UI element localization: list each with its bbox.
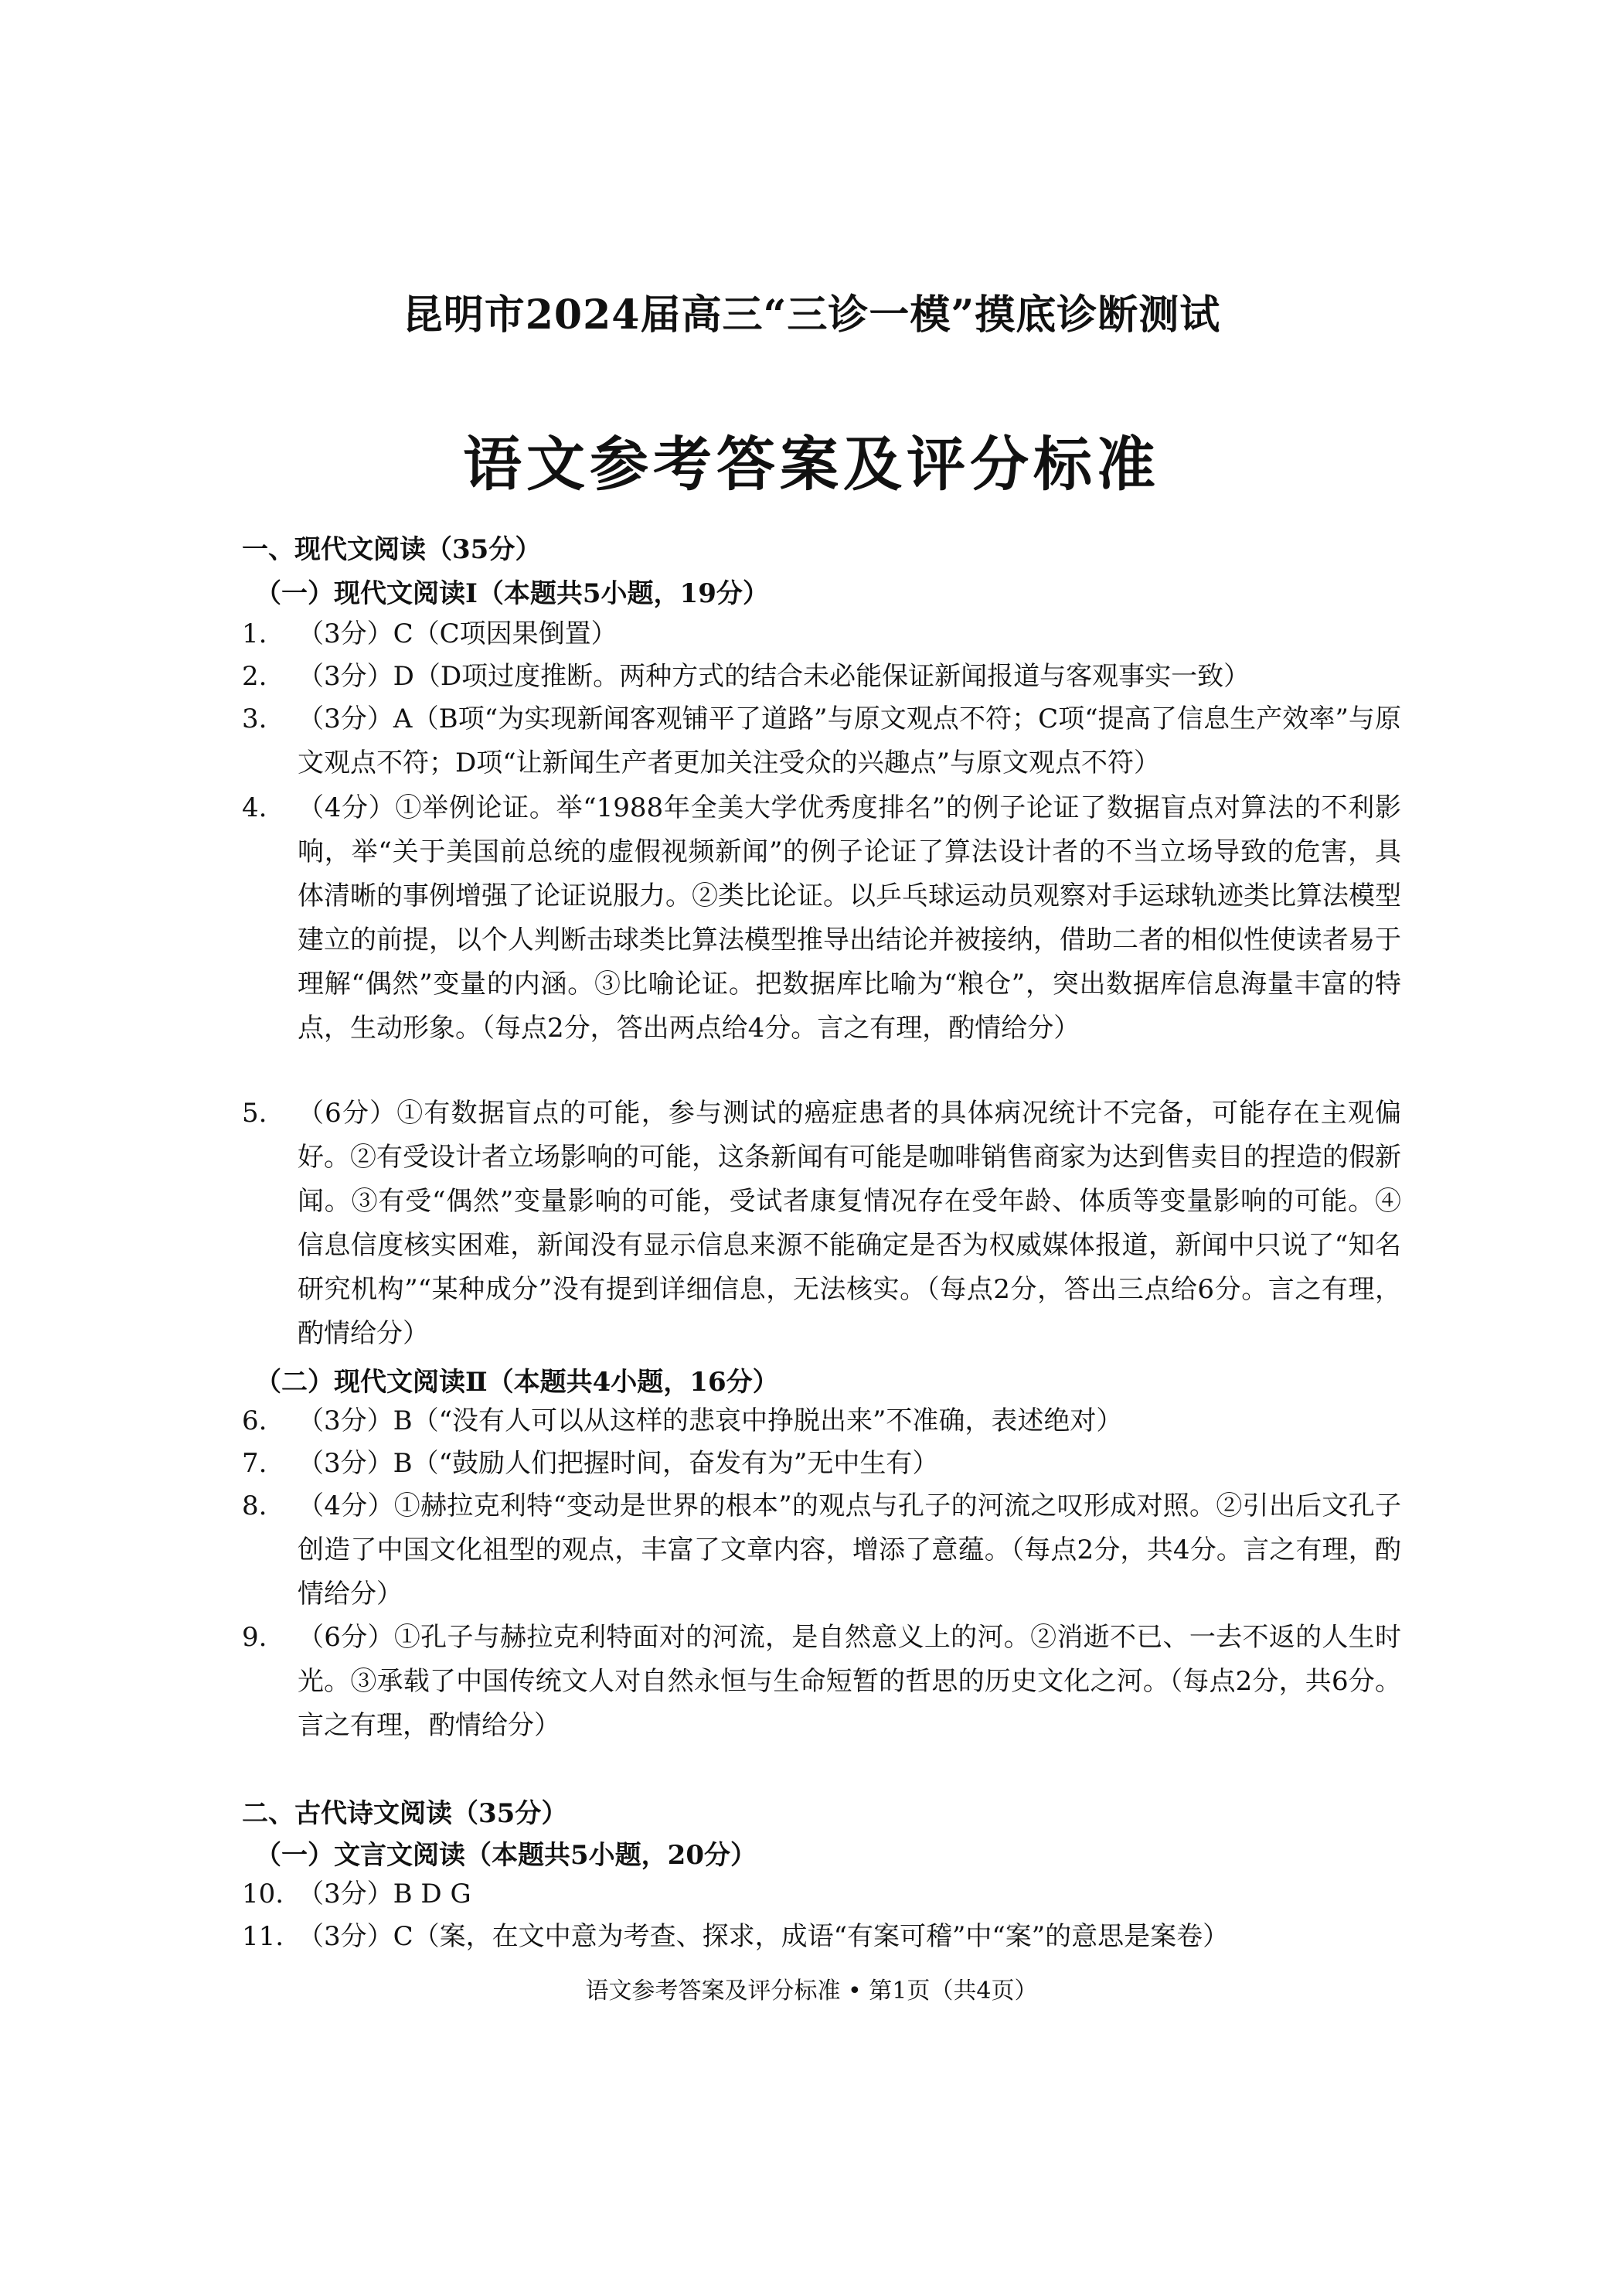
answer-item — [242, 1872, 1401, 1916]
subsection-heading: （一）现代文阅读Ⅰ（本题共5小题，19分） — [255, 578, 769, 609]
question-number: 9. — [242, 1622, 267, 1653]
question-number: 2. — [242, 661, 267, 692]
document-title: 语文参考答案及评分标准 — [463, 430, 1160, 499]
page-footer: 语文参考答案及评分标准 • 第1页（共4页） — [585, 1977, 1038, 2005]
answer-item — [242, 612, 1401, 656]
answer-item — [242, 1442, 1401, 1486]
section-heading: 一、现代文阅读（35分） — [242, 534, 542, 565]
answer-text: （3分）B（“鼓励人们把握时间，奋发有为”无中生有） — [298, 1448, 939, 1479]
answer-text: （3分）B（“没有人可以从这样的悲哀中挣脱出来”不准确，表述绝对） — [298, 1405, 1123, 1436]
answer-text: （6分）①有数据盲点的可能，参与测试的癌症患者的具体病况统计不完备，可能存在主观偏好。②有受设计者立场影响的可能，这条新闻有可能是咖啡销售商家为达到售卖目的捏造的假新闻。③有受“偶然”变量影响的可能，受试者康复情况存在受年龄、体质等变量影响的可能。④信息信度核实困难，新闻没有显示信息来源不能确定是否为权威媒体报道，新闻中只说了“知名研究机构”“某种成分”没有提到详细信息，无法核实。（每点2分，答出三点给6分。言之有理，酌情给分） — [298, 1098, 1401, 1349]
subsection-heading: （二）现代文阅读Ⅱ（本题共4小题，16分） — [255, 1367, 779, 1398]
question-number: 5. — [242, 1098, 267, 1129]
answer-text: （3分）C（案，在文中意为考查、探求，成语“有案可稽”中“案”的意思是案卷） — [298, 1921, 1230, 1952]
answer-item — [242, 786, 1401, 1051]
question-number: 11. — [242, 1921, 284, 1952]
answer-item — [242, 697, 1401, 785]
exam-title: 昆明市2024届高三“三诊一模”摸底诊断测试 — [402, 291, 1221, 339]
question-number: 10. — [242, 1879, 284, 1909]
question-number: 3. — [242, 703, 267, 734]
subsection-heading: （一）文言文阅读（本题共5小题，20分） — [255, 1840, 757, 1871]
answer-item — [242, 1616, 1401, 1748]
question-number: 1. — [242, 618, 267, 649]
answer-text: （3分）A（B项“为实现新闻客观铺平了道路”与原文观点不符；C项“提高了信息生产效率”与原文观点不符；D项“让新闻生产者更加关注受众的兴趣点”与原文观点不符） — [298, 703, 1401, 778]
answer-text: （6分）①孔子与赫拉克利特面对的河流，是自然意义上的河。②消逝不已、一去不返的人生时光。③承载了中国传统文人对自然永恒与生命短暂的哲思的历史文化之河。（每点2分，共6分。言之有理，酌情给分） — [298, 1622, 1401, 1741]
answer-text: （4分）①举例论证。举“1988年全美大学优秀度排名”的例子论证了数据盲点对算法的不利影响，举“关于美国前总统的虚假视频新闻”的例子论证了算法设计者的不当立场导致的危害，具体清晰的事例增强了论证说服力。②类比论证。以乒乓球运动员观察对手运球轨迹类比算法模型建立的前提，以个人判断击球类比算法模型推导出结论并被接纳，借助二者的相似性使读者易于理解“偶然”变量的内涵。③比喻论证。把数据库比喻为“粮仓”，突出数据库信息海量丰富的特点，生动形象。（每点2分，答出两点给4分。言之有理，酌情给分） — [298, 792, 1401, 1044]
question-number: 6. — [242, 1405, 267, 1436]
question-number: 8. — [242, 1490, 267, 1521]
question-number: 7. — [242, 1448, 267, 1479]
answer-text: （3分）C（C项因果倒置） — [298, 618, 618, 649]
answer-text: （3分）B D G — [298, 1879, 471, 1909]
answer-item — [242, 655, 1401, 699]
answer-text: （3分）D（D项过度推断。两种方式的结合未必能保证新闻报道与客观事实一致） — [298, 661, 1250, 692]
question-number: 4. — [242, 792, 267, 823]
answer-item — [242, 1915, 1401, 1959]
answer-text: （4分）①赫拉克利特“变动是世界的根本”的观点与孔子的河流之叹形成对照。②引出后文孔子创造了中国文化祖型的观点，丰富了文章内容，增添了意蕴。（每点2分，共4分。言之有理，酌情给分） — [298, 1490, 1401, 1610]
answer-item — [242, 1092, 1401, 1356]
answer-item — [242, 1484, 1401, 1616]
section-heading: 二、古代诗文阅读（35分） — [242, 1798, 568, 1829]
answer-item — [242, 1399, 1401, 1443]
